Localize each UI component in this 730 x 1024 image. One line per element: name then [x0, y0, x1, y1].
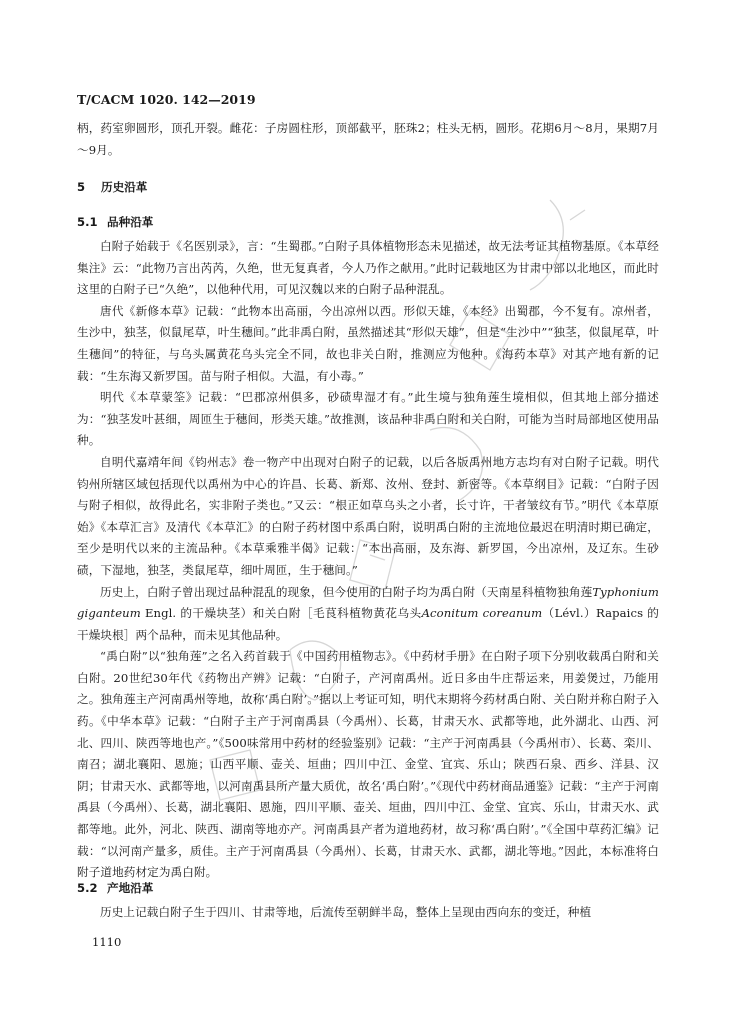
- continuation-text: [77, 118, 659, 161]
- section-5-2-heading: [77, 880, 153, 896]
- paragraph: 明代《本草蒙筌》记载：“巴郡凉州俱多，砂碛卑湿才有。”此生境与独角莲生境相似，但其地上部分描述为：“独茎发叶甚细，周匝生于穗间，形类天雄。”故推测，该品种非禹白附和关白附，可能为当时局部地区使用品种。: [77, 390, 659, 448]
- section-5-heading: [77, 179, 147, 195]
- paragraph: 历史上记载白附子生于四川、甘肃等地，后流传至朝鲜半岛，整体上呈现由西向东的变迁，种植: [100, 905, 592, 919]
- paragraph: “禹白附”以“独角莲”之名入药首载于《中国药用植物志》。《中药材手册》在白附子项下分别收载禹白附和关白附。20世纪30年代《药物出产辨》记载：“白附子，产河南禹州。近日多由牛庄帮运来，用姜煲过，乃能用之。独角莲主产河南禹州等地，故称‘禹白附’。”据以上考证可知，明代末期将今药材禹白附、关白附并称白附子入药。《中华本草》记载：“白附子主产于河南禹县（今禹州）、长葛，甘肃天水、武都等地，此外湖北、山西、河北、四川、陕西等地也产。”《500味常用中药材的经验鉴别》记载：“主产于河南禹县（今禹州市）、长葛、栾川、南召；湖北襄阳、恩施；山西平顺、壶关、垣曲；四川中江、金堂、宜宾、乐山；陕西石泉、西乡、洋县、汉阴；甘肃天水、武都等地，以河南禹县所产量大质优，故名‘禹白附’。”《现代中药材商品通鉴》记载：“主产于河南禹县（今禹州）、长葛，湖北襄阳、恩施，四川平顺、壶关、垣曲，四川中江、金堂、宜宾、乐山，甘肃天水、武都等地。此外，河北、陕西、湖南等地亦产。河南禹县产者为道地药材，故习称‘禹白附’。”《全国中草药汇编》记载：“以河南产量多，质佳。主产于河南禹县（今禹州）、长葛，甘肃天水、武都，湖北等地。”因此，本标准将白附子道地药材定为禹白附。: [77, 649, 659, 880]
- section-5-2-body: [77, 902, 659, 924]
- section-5-1-heading: [77, 214, 153, 230]
- section-5-1-number: 5.1: [77, 215, 98, 229]
- paragraph: [77, 582, 659, 647]
- paragraph-text: 历史上，白附子曾出现过品种混乱的现象，但今使用的白附子均为禹白附（天南星科植物独角莲: [100, 584, 593, 599]
- paragraph: 白附子始载于《名医别录》，言：“生蜀郡。”白附子具体植物形态未见描述，故无法考证其植物基原。《本草经集注》云：“此物乃言出芮芮，久绝，世无复真者，今人乃作之献用。”此时记载地区为甘肃中部以北地区，而此时这里的白附子已“久绝”，以他种代用，可见汉魏以来的白附子品种混乱。: [77, 239, 659, 297]
- section-5-2-number: 5.2: [77, 881, 98, 895]
- section-5-number: 5: [77, 180, 86, 194]
- section-5-1-body: [77, 236, 659, 884]
- paragraph: 唐代《新修本草》记载：“此物本出高丽，今出凉州以西。形似天雄，《本经》出蜀郡，今不复有。凉州者，生沙中，独茎，似鼠尾草，叶生穗间。”此非禹白附，虽然描述其“形似天雄”，但是“生沙中”“独茎，似鼠尾草，叶生穗间”的特征，与乌头属黄花乌头完全不同，故也非关白附，推测应为他种。《海药本草》对其产地有新的记载：“生东海又新罗国。苗与附子相似。大温，有小毒。”: [77, 303, 659, 383]
- paragraph-text: （Lévl.）Rapaics 的干燥块根］两个品种，而未见其他品种。: [77, 606, 659, 642]
- scientific-name: Aconitum coreanum: [421, 606, 543, 621]
- scientific-name: Typhonium giganteum: [77, 584, 659, 621]
- section-5-2-title: 产地沿革: [107, 881, 154, 895]
- page-number: 1110: [92, 935, 122, 949]
- continuation-paragraph: 柄，药室卵圆形，顶孔开裂。雌花：子房圆柱形，顶部截平，胚珠2；柱头无柄，圆形。花期6月～8月，果期7月～9月。: [77, 121, 659, 157]
- paragraph-text: Engl. 的干燥块茎）和关白附［毛茛科植物黄花乌头: [144, 606, 422, 621]
- paragraph: 自明代嘉靖年间《钧州志》卷一物产中出现对白附子的记载，以后各版禹州地方志均有对白附子记载。明代钧州所辖区域包括现代以禹州为中心的许昌、长葛、新郑、汝州、登封、新密等。《本草纲目》记载：“白附子因与附子相似，故得此名，实非附子类也。”又云：“根正如草乌头之小者，长寸许，干者皱纹有节。”明代《本草原始》《本草汇言》及清代《本草汇》的白附子药材图中系禹白附，说明禹白附的主流地位最迟在明清时期已确定，至少是明代以来的主流品种。《本草乘雅半偈》记载：“本出高丽，及东海、新罗国，今出凉州，及辽东。生砂碛，下湿地，独茎，类鼠尾草，细叶周匝，生于穗间。”: [77, 454, 659, 577]
- section-5-1-title: 品种沿革: [107, 215, 154, 229]
- document-id: T/CACM 1020. 142—2019: [77, 92, 256, 107]
- section-5-title: 历史沿革: [101, 180, 148, 194]
